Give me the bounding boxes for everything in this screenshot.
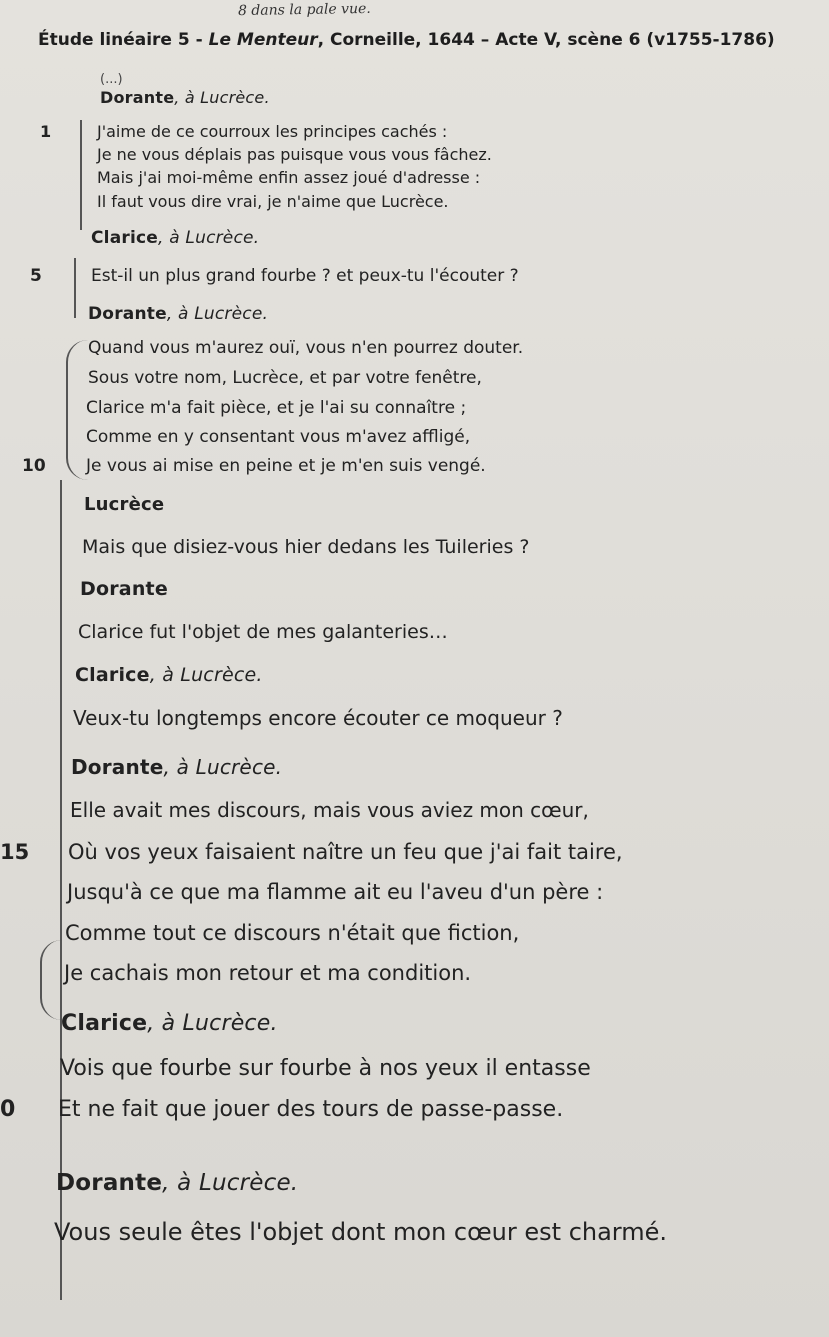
pen-bracket xyxy=(80,120,82,230)
stage-direction: , à Lucrèce. xyxy=(166,304,269,324)
verse-line: Où vos yeux faisaient naître un feu que j'ai fait taire, xyxy=(68,840,623,864)
stage-direction: , à Lucrèce. xyxy=(162,1170,299,1196)
speaker-label: Lucrèce xyxy=(84,494,165,515)
page-title xyxy=(38,30,775,50)
verse-line: Quand vous m'aurez ouï, vous n'en pourrez douter. xyxy=(88,338,524,358)
title-sep: - xyxy=(189,30,209,50)
verse-number: 0 xyxy=(0,1097,16,1122)
verse-line: Est-il un plus grand fourbe ? et peux-tu l'écouter ? xyxy=(91,266,519,286)
speaker-name xyxy=(80,578,168,600)
speaker-name xyxy=(91,228,259,248)
verse-line: J'aime de ce courroux les principes cachés : xyxy=(97,122,448,141)
verse-line: Je vous ai mise en peine et je m'en suis vengé. xyxy=(86,456,486,476)
stage-direction: , à Lucrèce. xyxy=(147,1011,278,1036)
speaker-name xyxy=(100,88,270,107)
stage-direction: , à Lucrèce. xyxy=(158,228,260,248)
verse-line: Clarice m'a fait pièce, et je l'ai su connaître ; xyxy=(86,398,467,418)
speaker-label: Clarice xyxy=(91,228,158,248)
verse-line: Veux-tu longtemps encore écouter ce moqueur ? xyxy=(73,706,563,730)
verse-number: 10 xyxy=(22,456,46,476)
verse-number: 5 xyxy=(30,266,42,286)
verse-line: Et ne fait que jouer des tours de passe-passe. xyxy=(58,1097,564,1122)
pen-bracket xyxy=(66,340,88,480)
title-rest: , Corneille, 1644 – Acte V, scène 6 (v1755-1786) xyxy=(317,30,775,50)
handwritten-note: 8 dans la pale vue. xyxy=(237,0,371,20)
verse-line: Clarice fut l'objet de mes galanteries… xyxy=(78,621,448,643)
speaker-name xyxy=(75,664,263,686)
speaker-name xyxy=(88,304,268,324)
verse-line: Mais que disiez-vous hier dedans les Tuileries ? xyxy=(82,536,530,558)
verse-line: Je cachais mon retour et ma condition. xyxy=(64,961,472,985)
verse-line: Mais j'ai moi-même enfin assez joué d'adresse : xyxy=(97,168,481,187)
ellipsis-marker: (...) xyxy=(100,72,123,87)
verse-line: Comme en y consentant vous m'avez affligé, xyxy=(86,427,471,447)
title-number: 5 xyxy=(177,30,190,50)
speaker-label: Dorante xyxy=(80,578,168,600)
stage-direction: , à Lucrèce. xyxy=(163,755,283,779)
verse-line: Vous seule êtes l'objet dont mon cœur est charmé. xyxy=(54,1218,668,1246)
verse-line: Il faut vous dire vrai, je n'aime que Lucrèce. xyxy=(97,192,449,211)
speaker-label: Clarice xyxy=(61,1011,148,1036)
pen-bracket xyxy=(74,258,76,318)
stage-direction: , à Lucrèce. xyxy=(149,664,263,686)
speaker-name xyxy=(71,755,282,779)
speaker-name xyxy=(61,1011,278,1036)
speaker-name xyxy=(84,494,164,515)
verse-line: Jusqu'à ce que ma flamme ait eu l'aveu d'un père : xyxy=(67,880,604,904)
verse-line: Je ne vous déplais pas puisque vous vous fâchez. xyxy=(97,145,492,164)
verse-number: 15 xyxy=(0,840,30,864)
speaker-label: Dorante xyxy=(88,304,167,324)
verse-line: Elle avait mes discours, mais vous aviez mon cœur, xyxy=(70,798,589,822)
verse-line: Sous votre nom, Lucrèce, et par votre fenêtre, xyxy=(88,368,482,388)
verse-number: 1 xyxy=(40,122,52,141)
verse-line: Comme tout ce discours n'était que fiction, xyxy=(65,921,520,945)
speaker-label: Dorante xyxy=(100,88,175,107)
pen-bracket xyxy=(40,940,62,1020)
stage-direction: , à Lucrèce. xyxy=(174,88,270,107)
speaker-label: Dorante xyxy=(71,755,164,779)
verse-line: Vois que fourbe sur fourbe à nos yeux il entasse xyxy=(60,1056,591,1081)
title-prefix: Étude linéaire xyxy=(38,30,172,50)
speaker-label: Dorante xyxy=(56,1170,163,1196)
speaker-label: Clarice xyxy=(75,664,150,686)
speaker-name xyxy=(56,1170,298,1196)
title-work: Le Menteur xyxy=(208,30,318,50)
